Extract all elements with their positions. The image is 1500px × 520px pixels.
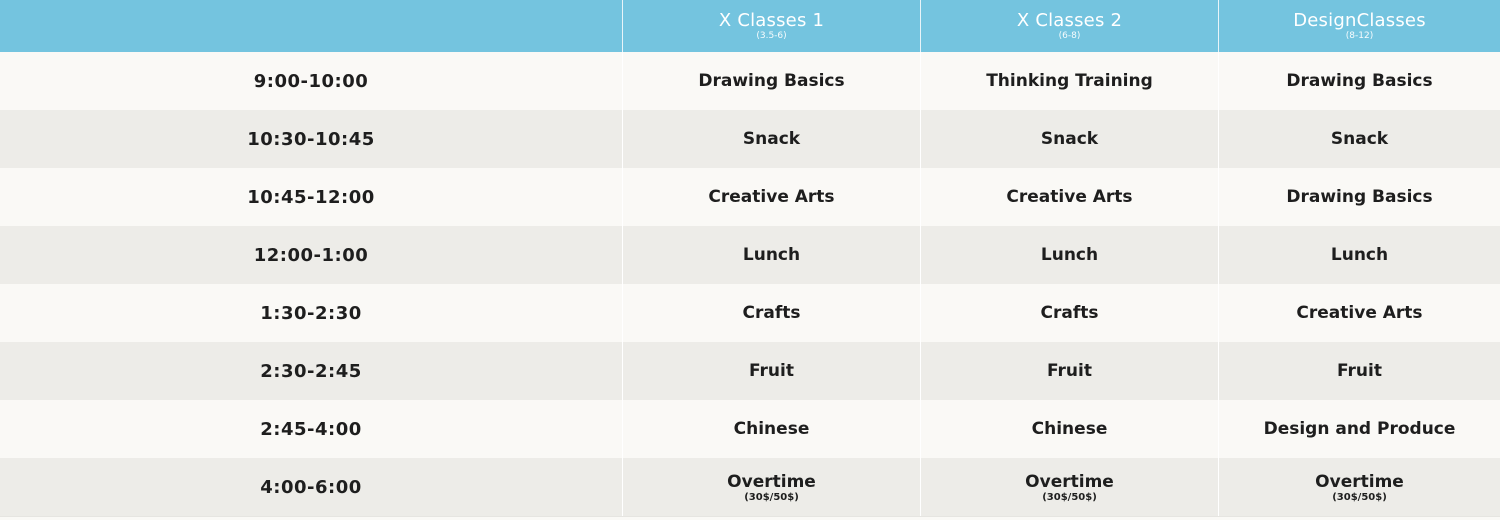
table-row bbox=[0, 226, 1500, 284]
header-title: X Classes 2 bbox=[1016, 10, 1123, 31]
activity-cell: Design and Produce bbox=[1218, 400, 1500, 458]
activity-cell: Creative Arts bbox=[622, 168, 920, 226]
activity-label: Overtime bbox=[727, 471, 816, 492]
table-row bbox=[0, 110, 1500, 168]
time-cell: 4:00-6:00 bbox=[260, 476, 362, 498]
header-title: X Classes 1 bbox=[718, 10, 825, 31]
activity-cell: Drawing Basics bbox=[1218, 168, 1500, 226]
activity-cell: Fruit bbox=[1218, 342, 1500, 400]
table-row bbox=[0, 52, 1500, 110]
table-row bbox=[0, 342, 1500, 400]
header-cell-x-classes-2 bbox=[920, 0, 1218, 52]
time-cell: 2:45-4:00 bbox=[260, 418, 362, 440]
activity-cell: Creative Arts bbox=[920, 168, 1218, 226]
time-cell: 9:00-10:00 bbox=[253, 70, 369, 92]
activity-cell: Lunch bbox=[1218, 226, 1500, 284]
table-row bbox=[0, 284, 1500, 342]
activity-cell: Lunch bbox=[622, 226, 920, 284]
activity-cell: Snack bbox=[1218, 110, 1500, 168]
activity-cell: Creative Arts bbox=[1218, 284, 1500, 342]
activity-cell: Crafts bbox=[920, 284, 1218, 342]
activity-cell: Drawing Basics bbox=[622, 52, 920, 110]
price-note: (30$/50$) bbox=[1042, 491, 1097, 503]
table-header-row bbox=[0, 0, 1500, 52]
activity-label: Overtime bbox=[1025, 471, 1114, 492]
activity-cell bbox=[1218, 458, 1500, 516]
table-row bbox=[0, 168, 1500, 226]
activity-cell: Drawing Basics bbox=[1218, 52, 1500, 110]
activity-cell: Snack bbox=[920, 110, 1218, 168]
header-age-range: (8-12) bbox=[1345, 31, 1374, 41]
bottom-divider bbox=[0, 516, 1500, 517]
table-row bbox=[0, 400, 1500, 458]
price-note: (30$/50$) bbox=[1332, 491, 1387, 503]
header-age-range: (3.5-6) bbox=[756, 31, 787, 41]
time-cell: 10:30-10:45 bbox=[247, 128, 375, 150]
header-age-range: (6-8) bbox=[1058, 31, 1081, 41]
table-row bbox=[0, 458, 1500, 516]
activity-cell: Chinese bbox=[920, 400, 1218, 458]
time-cell: 1:30-2:30 bbox=[260, 302, 362, 324]
activity-cell: Thinking Training bbox=[920, 52, 1218, 110]
price-note: (30$/50$) bbox=[744, 491, 799, 503]
activity-cell: Snack bbox=[622, 110, 920, 168]
header-cell-design-classes bbox=[1218, 0, 1500, 52]
activity-cell: Lunch bbox=[920, 226, 1218, 284]
activity-cell: Fruit bbox=[622, 342, 920, 400]
header-cell-x-classes-1 bbox=[622, 0, 920, 52]
header-cell-time bbox=[0, 0, 622, 52]
activity-label: Overtime bbox=[1315, 471, 1404, 492]
table-body bbox=[0, 52, 1500, 517]
activity-cell bbox=[920, 458, 1218, 516]
activity-cell: Crafts bbox=[622, 284, 920, 342]
time-cell: 12:00-1:00 bbox=[253, 244, 369, 266]
time-cell: 2:30-2:45 bbox=[260, 360, 362, 382]
header-title: DesignClasses bbox=[1293, 10, 1426, 31]
activity-cell: Fruit bbox=[920, 342, 1218, 400]
time-cell: 10:45-12:00 bbox=[247, 186, 375, 208]
activity-cell bbox=[622, 458, 920, 516]
activity-cell: Chinese bbox=[622, 400, 920, 458]
